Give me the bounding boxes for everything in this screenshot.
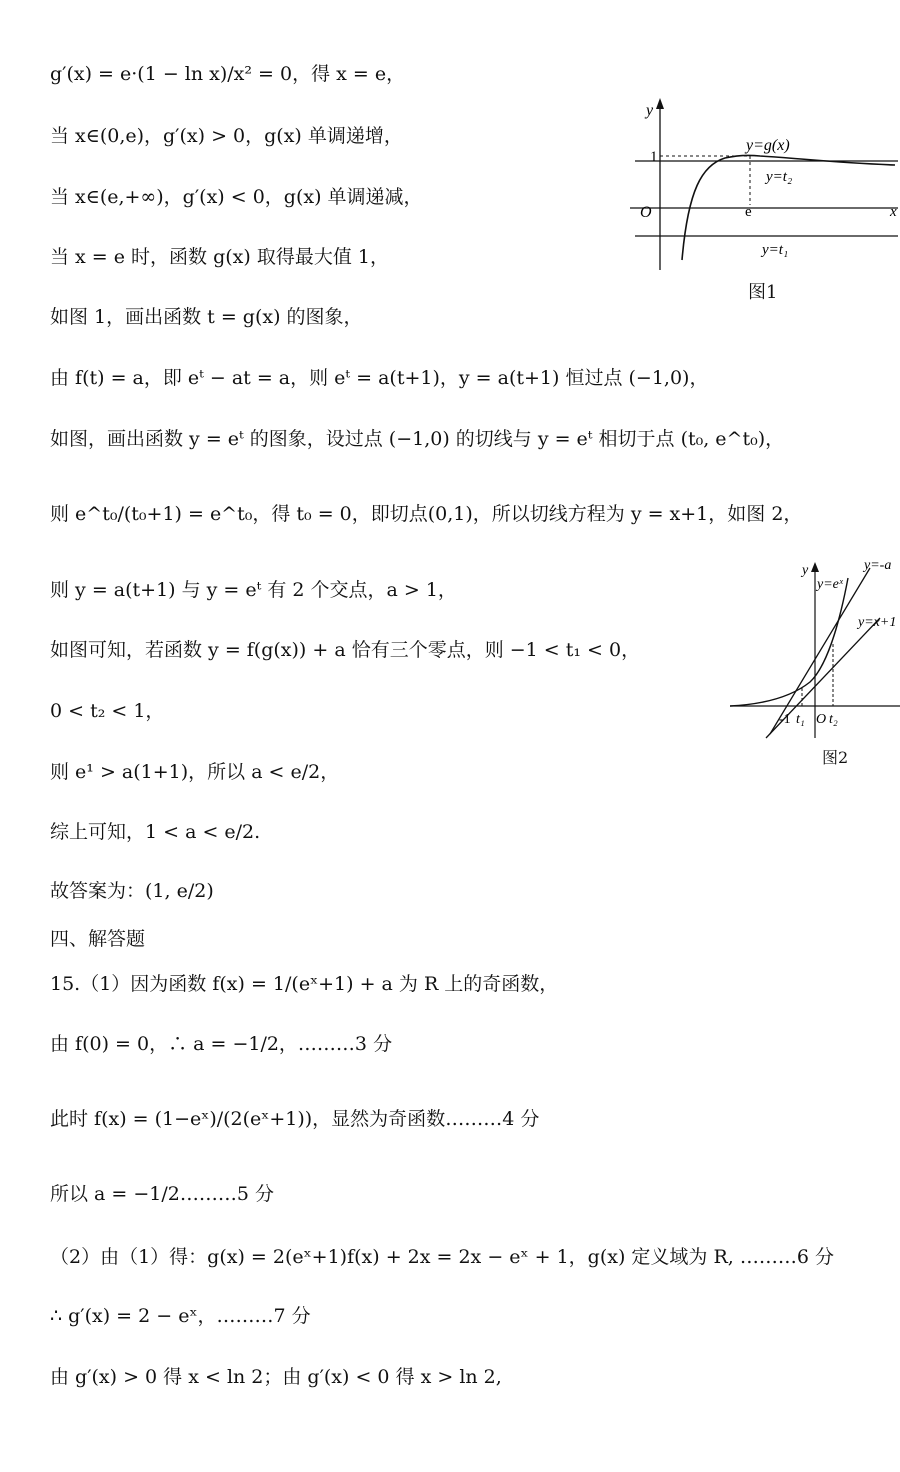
fig1-x-label: x xyxy=(890,204,897,220)
text-line-19: 所以 a = −1/2………5 分 xyxy=(50,1183,274,1205)
section-heading: 四、解答题 xyxy=(50,928,146,950)
text-line-9: 则 y = a(t+1) 与 y = eᵗ 有 2 个交点，a > 1， xyxy=(50,579,457,601)
text-line-18: 此时 f(x) = (1−eˣ)/(2(eˣ+1))，显然为奇函数………4 分 xyxy=(50,1108,540,1130)
text-line-6: 由 f(t) = a，即 eᵗ − at = a，则 eᵗ = a(t+1)，y = a(t+1) 恒过点 (−1,0)， xyxy=(50,367,709,389)
fig2-y-arrow xyxy=(811,562,819,572)
text-line-16: 15.（1）因为函数 f(x) = 1/(eˣ+1) + a 为 R 上的奇函数， xyxy=(50,973,559,995)
figure-2-caption: 图2 xyxy=(822,748,849,767)
fig1-curve-label: y=g(x) xyxy=(746,137,790,154)
fig2-exp-curve xyxy=(730,578,848,706)
text-line-8: 则 e^t₀/(t₀+1) = e^t₀，得 t₀ = 0，即切点(0,1)，所以切线方程为 y = x+1，如图 2， xyxy=(50,503,803,525)
text-line-3: 当 x∈(e,+∞)，g′(x) < 0，g(x) 单调递减， xyxy=(50,186,423,208)
text-line-13: 综上可知，1 < a < e/2. xyxy=(50,821,261,843)
fig1-t1-label: y=t₁ xyxy=(762,242,789,258)
text-line-4: 当 x = e 时，函数 g(x) 取得最大值 1， xyxy=(50,246,389,268)
fig1-t2-label: y=t₂ xyxy=(766,169,793,185)
figure-2-svg xyxy=(730,556,900,741)
fig2-steep-label: y=-a xyxy=(864,558,892,573)
fig1-y-label: y xyxy=(646,102,654,119)
fig2-t2-label: t₂ xyxy=(829,712,838,727)
fig2-tangent-label: y=x+1 xyxy=(858,615,897,630)
fig1-y-arrow xyxy=(656,98,664,109)
fig2-steep-line xyxy=(770,568,870,734)
fig1-tick-1: 1 xyxy=(650,149,658,165)
text-line-21: ∴ g′(x) = 2 − eˣ，………7 分 xyxy=(50,1305,311,1327)
fig2-neg1-label: -1 xyxy=(779,712,791,727)
figure-2 xyxy=(730,556,900,741)
text-line-2: 当 x∈(0,e)，g′(x) > 0，g(x) 单调递增， xyxy=(50,125,403,147)
fig2-origin: O xyxy=(816,712,827,727)
fig2-exp-label: y=eˣ xyxy=(817,577,843,592)
text-line-22: 由 g′(x) > 0 得 x < ln 2；由 g′(x) < 0 得 x > ln 2, xyxy=(50,1366,502,1388)
text-line-14: 故答案为：(1, e/2) xyxy=(50,880,214,902)
text-line-17: 由 f(0) = 0，∴ a = −1/2，………3 分 xyxy=(50,1033,393,1055)
text-line-10: 如图可知，若函数 y = f(g(x)) + a 恰有三个零点，则 −1 < t₁ < 0， xyxy=(50,639,641,661)
text-line-7: 如图，画出函数 y = eᵗ 的图象，设过点 (−1,0) 的切线与 y = eᵗ 相切于点 (t₀, e^t₀)， xyxy=(50,428,785,450)
fig1-tick-e: e xyxy=(745,204,752,220)
text-line-11: 0 < t₂ < 1， xyxy=(50,700,165,722)
fig1-origin: O xyxy=(640,204,652,221)
text-line-20: （2）由（1）得：g(x) = 2(eˣ+1)f(x) + 2x = 2x − eˣ + 1，g(x) 定义域为 R, ………6 分 xyxy=(50,1246,834,1268)
text-line-12: 则 e¹ > a(1+1)，所以 a < e/2， xyxy=(50,761,340,783)
fig2-y-label: y xyxy=(802,563,809,578)
fig2-t1-label: t₁ xyxy=(796,712,805,727)
text-line-5: 如图 1，画出函数 t = g(x) 的图象， xyxy=(50,306,363,328)
figure-1-caption: 图1 xyxy=(748,282,778,303)
text-line-1: g′(x) = e·(1 − ln x)/x² = 0，得 x = e， xyxy=(50,63,406,85)
